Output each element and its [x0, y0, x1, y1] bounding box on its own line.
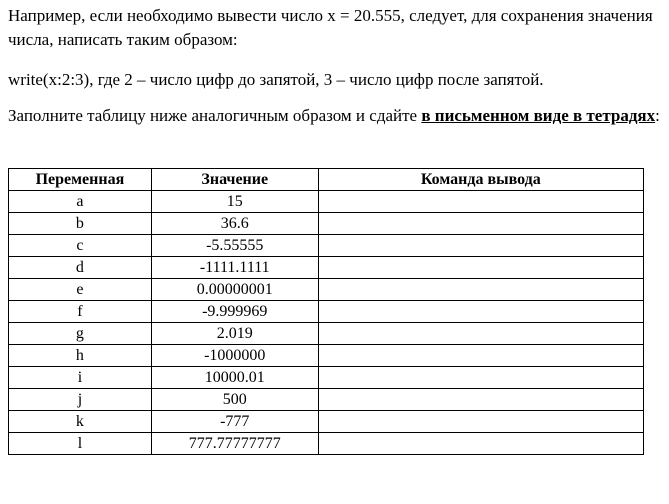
cell-command[interactable]: [318, 389, 643, 411]
instruction-emphasis: в письменном виде в тетрадях: [421, 106, 656, 125]
paragraph-example: Например, если необходимо вывести число x = 20.555, следует, для сохранения значения числа, написать таким образом:: [8, 6, 653, 49]
cell-command[interactable]: [318, 345, 643, 367]
cell-value: -1111.1111: [151, 257, 318, 279]
document-page: [8, 0, 663, 452]
cell-command[interactable]: [318, 433, 643, 455]
cell-command[interactable]: [318, 235, 643, 257]
paragraph-instruction: [8, 104, 663, 128]
cell-command[interactable]: [318, 323, 643, 345]
cell-variable: k: [9, 411, 152, 433]
cell-value: 10000.01: [151, 367, 318, 389]
cell-variable: c: [9, 235, 152, 257]
header-output-command: Команда вывода: [318, 169, 643, 191]
table-row: [9, 301, 644, 323]
cell-command[interactable]: [318, 213, 643, 235]
table-row: [9, 433, 644, 455]
cell-value: 15: [151, 191, 318, 213]
cell-variable: i: [9, 367, 152, 389]
instruction-text: Заполните таблицу ниже аналогичным образом и сдайте: [8, 106, 422, 125]
cell-value: 2.019: [151, 323, 318, 345]
cell-variable: l: [9, 433, 152, 455]
cell-command[interactable]: [318, 411, 643, 433]
cell-value: 0.00000001: [151, 279, 318, 301]
cell-value: 500: [151, 389, 318, 411]
table-row: [9, 213, 644, 235]
cell-value: 777.77777777: [151, 433, 318, 455]
cell-variable: b: [9, 213, 152, 235]
cell-command[interactable]: [318, 301, 643, 323]
variables-table: [8, 168, 644, 455]
table-row: [9, 235, 644, 257]
header-value: Значение: [151, 169, 318, 191]
cell-variable: a: [9, 191, 152, 213]
paragraph-write-format: write(x:2:3), где 2 – число цифр до запятой, 3 – число цифр после запятой.: [8, 70, 544, 89]
cell-value: -777: [151, 411, 318, 433]
table-row: [9, 411, 644, 433]
header-variable: Переменная: [9, 169, 152, 191]
table-row: [9, 257, 644, 279]
cell-variable: e: [9, 279, 152, 301]
table-row: [9, 191, 644, 213]
cell-command[interactable]: [318, 367, 643, 389]
table-row: [9, 323, 644, 345]
cell-command[interactable]: [318, 279, 643, 301]
table-row: [9, 367, 644, 389]
table-row: [9, 389, 644, 411]
instruction-colon: :: [655, 106, 660, 125]
table-header-row: [9, 169, 644, 191]
table-row: [9, 279, 644, 301]
cell-value: -1000000: [151, 345, 318, 367]
cell-command[interactable]: [318, 191, 643, 213]
cell-variable: g: [9, 323, 152, 345]
cell-value: -9.999969: [151, 301, 318, 323]
cell-variable: f: [9, 301, 152, 323]
cell-value: -5.55555: [151, 235, 318, 257]
cell-variable: h: [9, 345, 152, 367]
cell-variable: d: [9, 257, 152, 279]
cell-command[interactable]: [318, 257, 643, 279]
cell-variable: j: [9, 389, 152, 411]
table-row: [9, 345, 644, 367]
cell-value: 36.6: [151, 213, 318, 235]
